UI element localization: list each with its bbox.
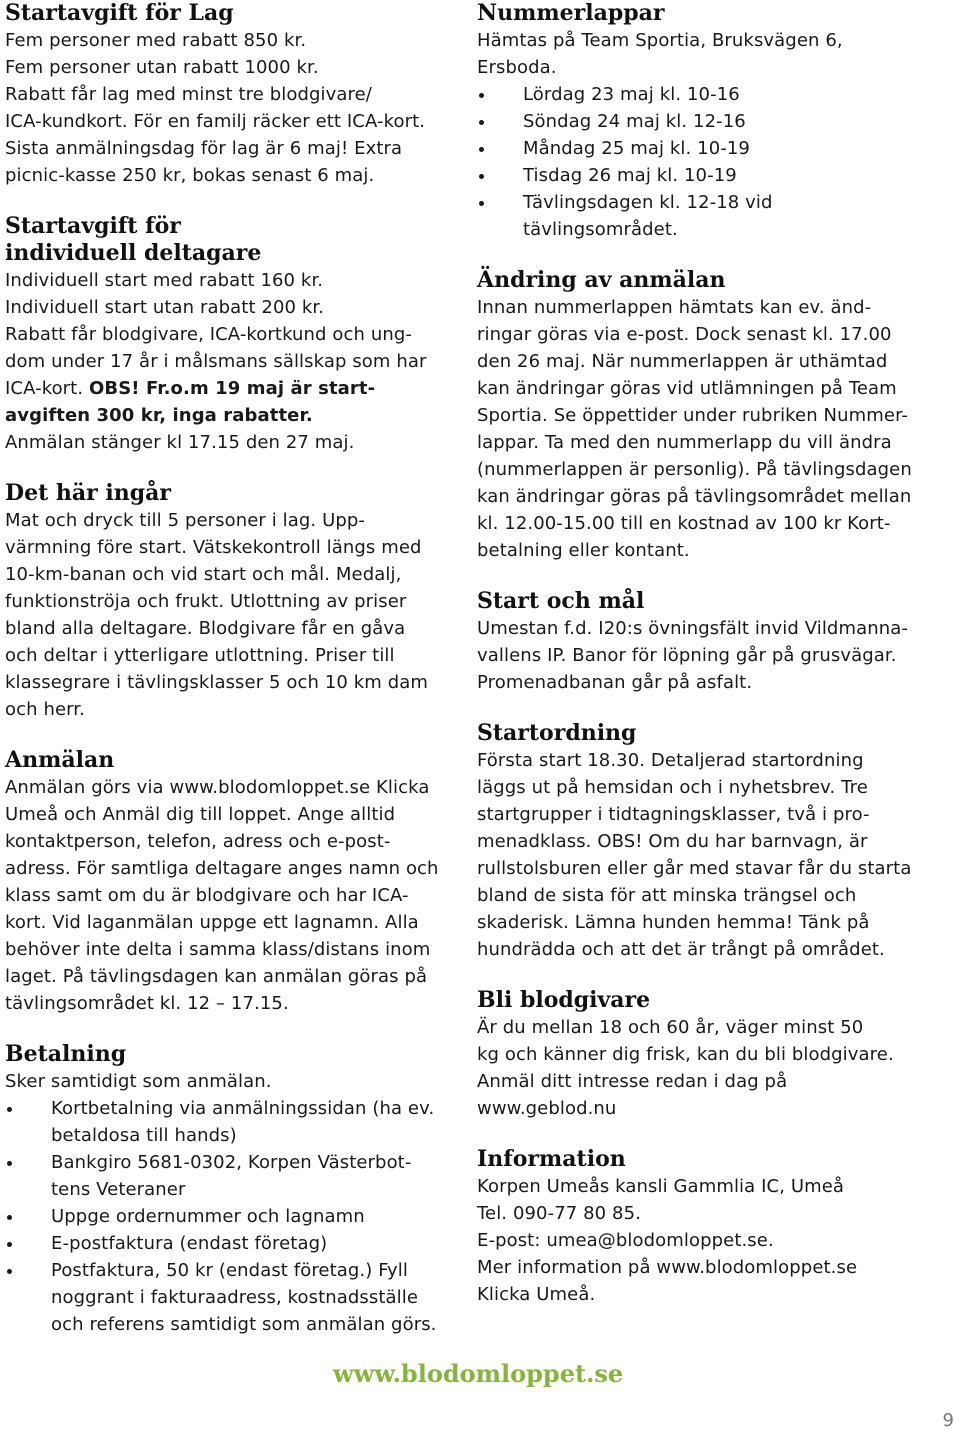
text-line: bland de sista för att minska trängsel och [477,885,857,906]
pickup-times-list [477,81,927,243]
left-column [5,0,450,1362]
section-individual-fee [5,213,450,456]
text-line: Individuell start utan rabatt 200 kr. [5,297,325,318]
list-item [5,1257,450,1338]
text-line: kan ändringar göras på tävlingsområdet mellan [477,486,912,507]
text-line: Är du mellan 18 och 60 år, väger minst 50 [477,1017,864,1038]
section-payment [5,1041,450,1338]
section-become-donor [477,987,927,1122]
text-line: skaderisk. Lämna hunden hemma! Tänk på [477,912,870,933]
list-item [477,81,927,108]
list-item-line: Postfaktura, 50 kr (endast företag.) Fyll [51,1260,408,1281]
text-line: rullstolsburen eller går med stavar får du starta [477,858,912,879]
list-item-line: Lördag 23 maj kl. 10-16 [523,84,740,105]
text-line: klass samt om du är blodgivare och har ICA- [5,885,409,906]
text-line: Mer information på www.blodomloppet.se [477,1257,858,1278]
section-heading: Startavgift för Lag [5,0,234,26]
section-heading-line: Startavgift för [5,213,181,239]
list-item-line: Måndag 25 maj kl. 10-19 [523,138,750,159]
text-line: Korpen Umeås kansli Gammlia IC, Umeå [477,1176,845,1197]
text-line: Fem personer utan rabatt 1000 kr. [5,57,319,78]
section-heading: Betalning [5,1041,127,1067]
text-line: Anmälan stänger kl 17.15 den 27 maj. [5,432,355,453]
text-line: Första start 18.30. Detaljerad startordning [477,750,864,771]
list-item [5,1095,450,1149]
right-column [477,0,927,1332]
text-line: Anmäl ditt intresse redan i dag på [477,1071,788,1092]
text-line: Klicka Umeå. [477,1284,596,1305]
list-item-line: noggrant i fakturaadress, kostnadsställe [51,1287,419,1308]
list-item-line: tens Veteraner [51,1179,186,1200]
page-number: 9 [942,1410,954,1431]
text-line: adress. För samtliga deltagare anges namn och [5,858,439,879]
text-line: Ersboda. [477,57,557,78]
text-line: startgrupper i tidtagningsklasser, två i pro- [477,804,870,825]
text-fragment: ICA-kort. [5,378,89,399]
text-line: Promenadbanan går på asfalt. [477,672,753,693]
text-line: värmning före start. Vätskekontroll längs med [5,537,422,558]
text-line: Sportia. Se öppettider under rubriken Nummer- [477,405,909,426]
section-information [477,1146,927,1308]
text-line: kort. Vid laganmälan uppge ett lagnamn. Alla [5,912,419,933]
text-line: E-post: umea@blodomloppet.se. [477,1230,774,1251]
text-line: dom under 17 år i målsmans sällskap som har [5,351,427,372]
text-line: menadklass. OBS! Om du har barnvagn, är [477,831,868,852]
text-line: ringar göras via e-post. Dock senast kl. 17.00 [477,324,892,345]
section-heading-line: individuell deltagare [5,240,262,266]
section-heading: Ändring av anmälan [477,267,726,293]
list-item [477,135,927,162]
list-item [477,162,927,189]
section-heading: Bli blodgivare [477,987,651,1013]
text-line: laget. På tävlingsdagen kan anmälan göras på [5,966,428,987]
text-line: (nummerlappen är personlig). På tävlingsdagen [477,459,912,480]
text-line: och deltar i ytterligare utlottning. Priser till [5,645,395,666]
text-line: Tel. 090-77 80 85. [477,1203,641,1224]
text-line: kontaktperson, telefon, adress och e-post- [5,831,391,852]
notice-text: avgiften 300 kr, inga rabatter. [5,405,313,426]
text-line: www.geblod.nu [477,1098,617,1119]
text-line: Rabatt får lag med minst tre blodgivare/ [5,84,372,105]
list-item [477,189,927,243]
section-heading: Nummerlappar [477,0,665,26]
text-line: Anmälan görs via www.blodomloppet.se Klicka [5,777,430,798]
text-line: tävlingsområdet kl. 12 – 17.15. [5,993,289,1014]
text-line: kg och känner dig frisk, kan du bli blodgivare. [477,1044,894,1065]
section-heading [5,213,450,267]
list-item-line: Uppge ordernummer och lagnamn [51,1206,365,1227]
footer-website-url: www.blodomloppet.se [333,1359,624,1388]
section-registration [5,747,450,1017]
notice-text: OBS! Fr.o.m 19 maj är start- [89,378,376,399]
section-heading: Det här ingår [5,480,171,506]
text-line: Rabatt får blodgivare, ICA-kortkund och ung- [5,324,412,345]
list-item-line: Tisdag 26 maj kl. 10-19 [523,165,737,186]
section-heading: Startordning [477,720,637,746]
text-line: lappar. Ta med den nummerlapp du vill ändra [477,432,892,453]
text-line: betalning eller kontant. [477,540,690,561]
section-heading: Start och mål [477,588,645,614]
text-line: Hämtas på Team Sportia, Bruksvägen 6, [477,30,843,51]
text-line: 10-km-banan och vid start och mål. Medalj, [5,564,402,585]
section-change-registration [477,267,927,564]
text-line [5,375,450,402]
text-line: kl. 12.00-15.00 till en kostnad av 100 kr Kort- [477,513,891,534]
text-line: Mat och dryck till 5 personer i lag. Upp- [5,510,365,531]
list-item-line: E-postfaktura (endast företag) [51,1233,328,1254]
list-item-line: Tävlingsdagen kl. 12-18 vid [523,192,773,213]
payment-options-list [5,1095,450,1338]
text-line: Innan nummerlappen hämtats kan ev. änd- [477,297,872,318]
section-included [5,480,450,723]
list-item-line: tävlingsområdet. [523,219,678,240]
list-item-line: Kortbetalning via anmälningssidan (ha ev. [51,1098,435,1119]
text-line: ICA-kundkort. För en familj räcker ett ICA-kort. [5,111,426,132]
text-line: funktionströja och frukt. Utlottning av priser [5,591,407,612]
text-line: Umeå och Anmäl dig till loppet. Ange alltid [5,804,396,825]
text-line: hundrädda och att det är trångt på området. [477,939,885,960]
text-line: och herr. [5,699,85,720]
list-item [5,1149,450,1203]
text-line: Sker samtidigt som anmälan. [5,1071,272,1092]
text-line: Fem personer med rabatt 850 kr. [5,30,307,51]
section-bib-numbers [477,0,927,243]
list-item [477,108,927,135]
list-item-line: och referens samtidigt som anmälan görs. [51,1314,437,1335]
text-line: bland alla deltagare. Blodgivare får en gåva [5,618,406,639]
text-line: behöver inte delta i samma klass/distans inom [5,939,431,960]
text-line: Umestan f.d. I20:s övningsfält invid Vildmanna- [477,618,908,639]
section-heading: Information [477,1146,626,1172]
section-start-order [477,720,927,963]
list-item [5,1203,450,1230]
text-line: kan ändringar göras vid utlämningen på Team [477,378,897,399]
text-line: picnic-kasse 250 kr, bokas senast 6 maj. [5,165,375,186]
text-line: vallens IP. Banor för löpning går på grusvägar. [477,645,897,666]
text-line: Sista anmälningsdag för lag är 6 maj! Extra [5,138,403,159]
section-lag-fee [5,0,450,189]
text-line: läggs ut på hemsidan och i nyhetsbrev. Tre [477,777,868,798]
list-item-line: Bankgiro 5681-0302, Korpen Västerbot- [51,1152,412,1173]
section-start-finish [477,588,927,696]
text-line: klassegrare i tävlingsklasser 5 och 10 km dam [5,672,429,693]
text-line: Individuell start med rabatt 160 kr. [5,270,324,291]
section-heading: Anmälan [5,747,115,773]
list-item-line: Söndag 24 maj kl. 12-16 [523,111,746,132]
text-line: den 26 maj. När nummerlappen är uthämtad [477,351,888,372]
list-item-line: betaldosa till hands) [51,1125,237,1146]
list-item [5,1230,450,1257]
